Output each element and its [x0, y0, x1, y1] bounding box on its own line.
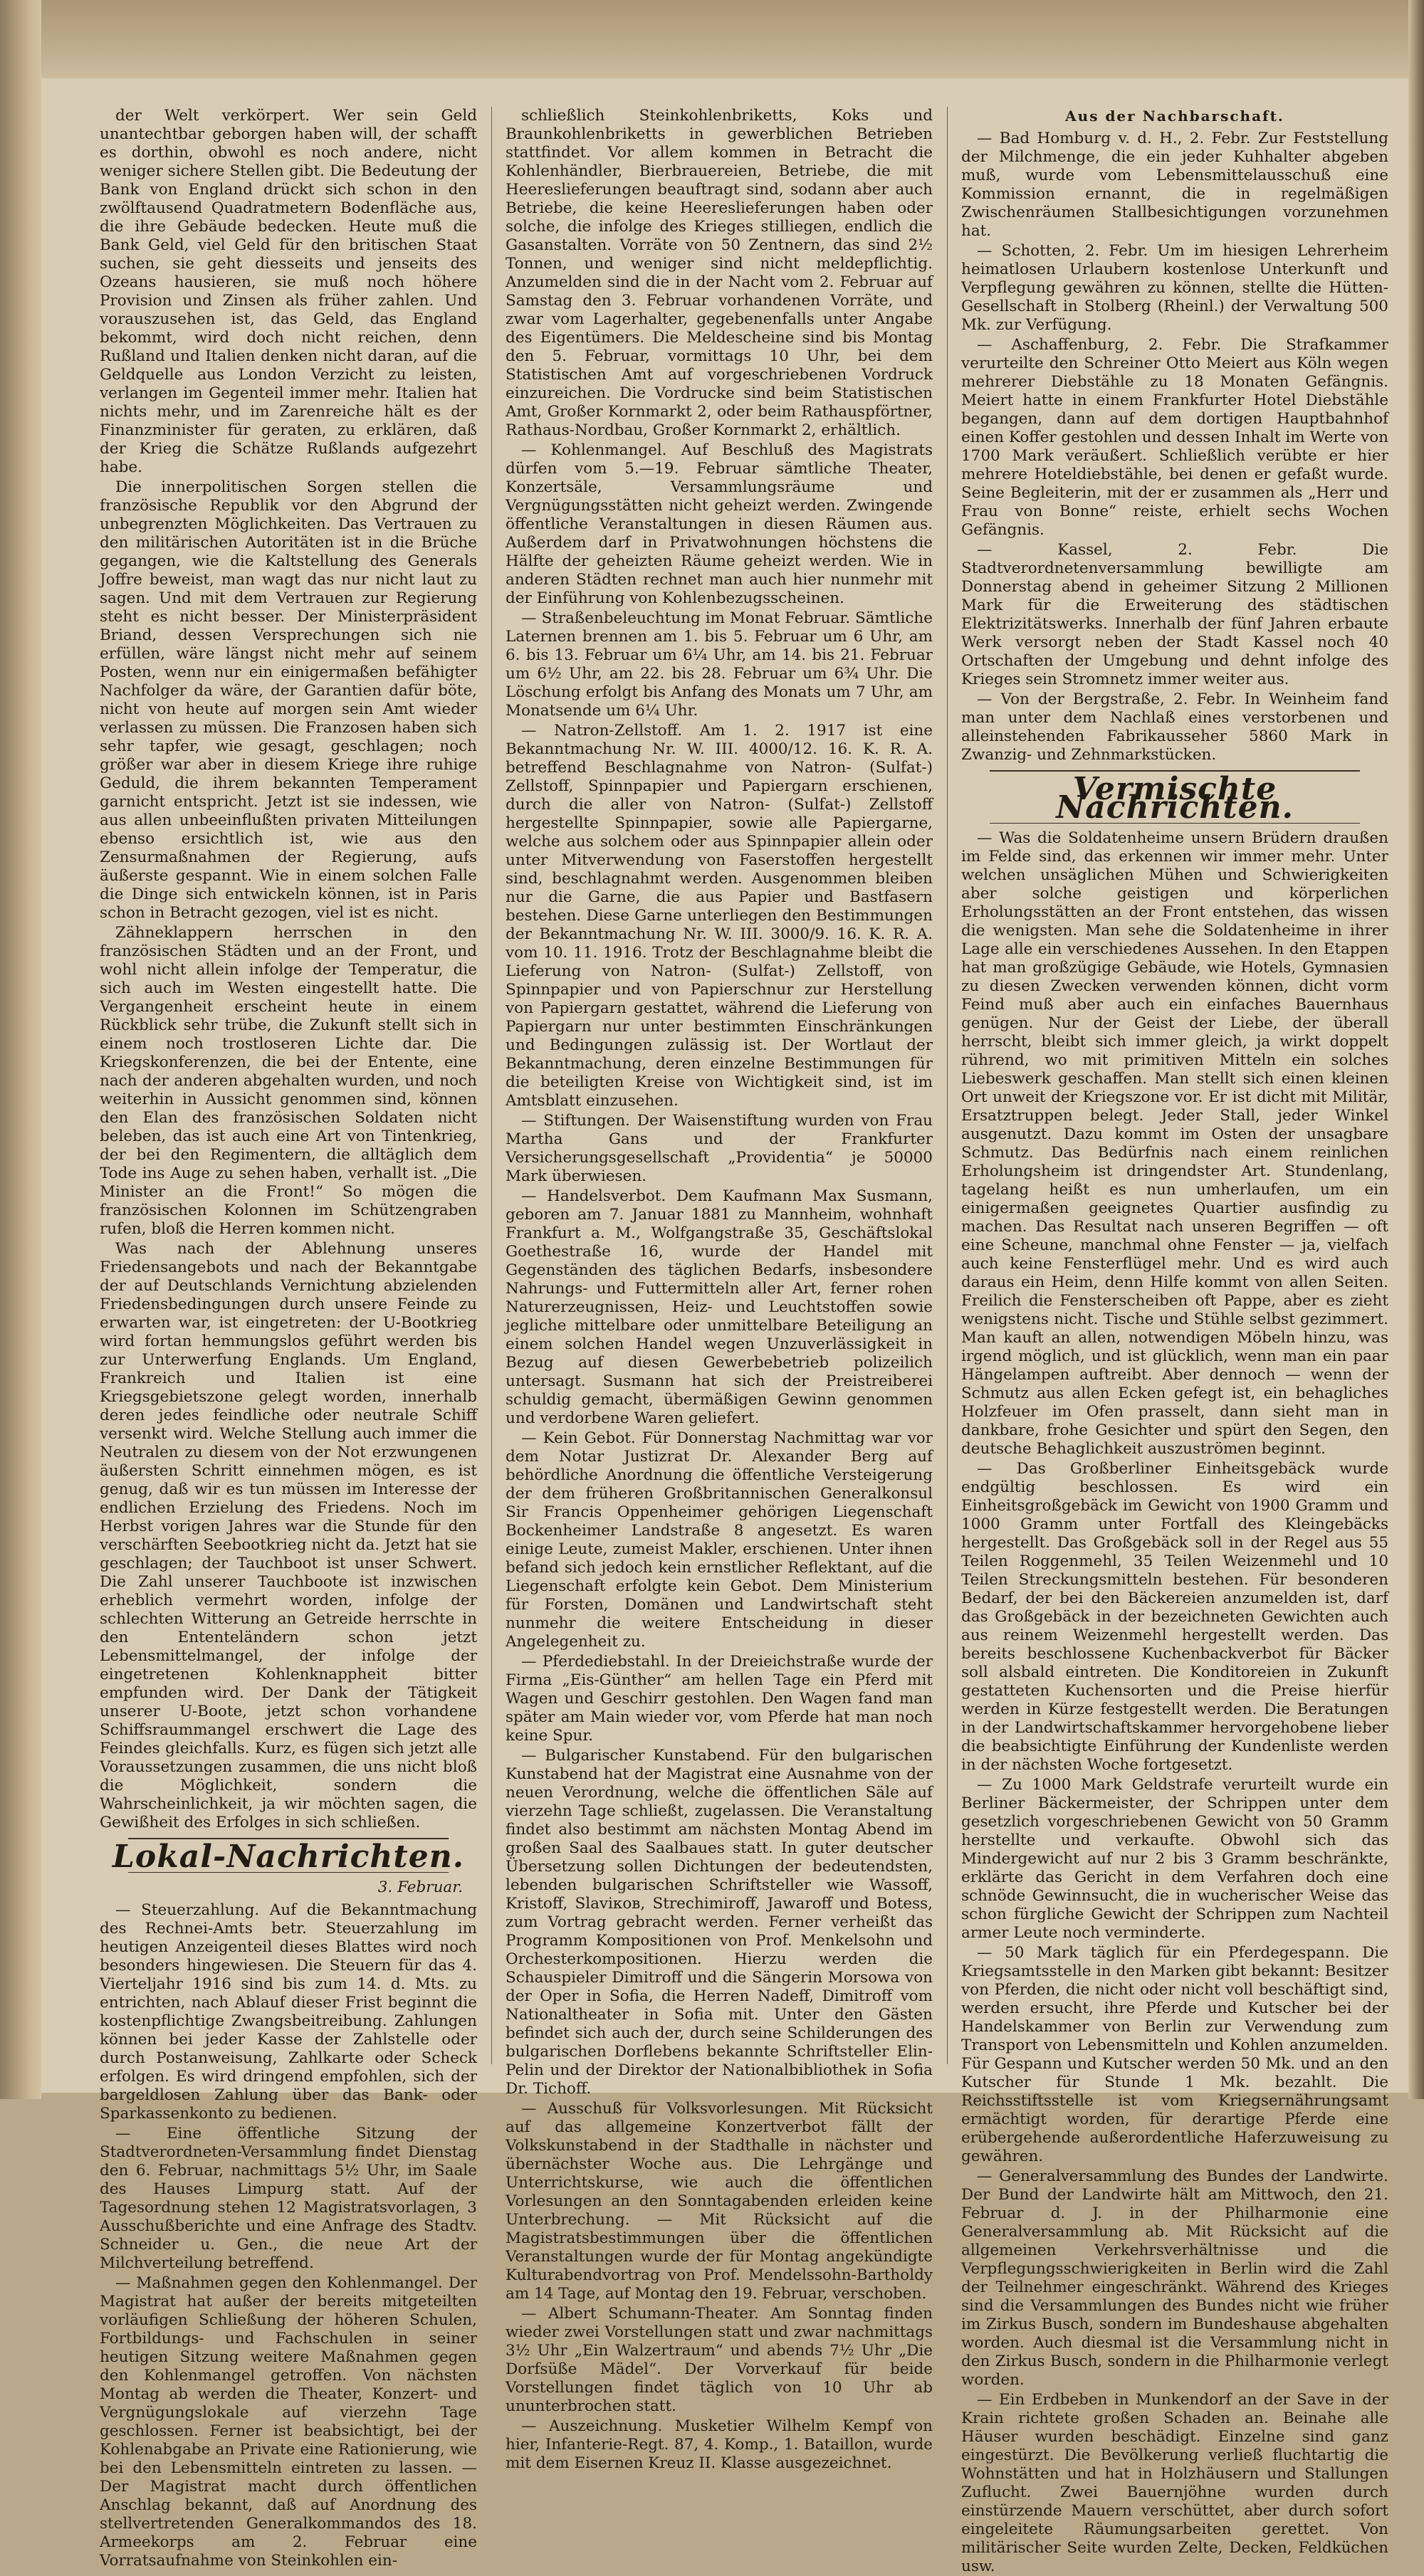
- column-1: [100, 107, 477, 2570]
- local-news-item: — Bulgarischer Kunstabend. Für den bulgarischen Kunstabend hat der Magistrat eine Ausnahme von der neuen Verordnung, welche die öffentlichen Säle auf vierzehn Tage schließt, zugelassen. Die Veranstaltung findet also bestimmt am nächsten Montag Abend im großen Saal des Saalbaues statt. In guter deutscher Übersetzung sollen Dichtungen der bedeutendsten, lebenden bulgarischen Schriftsteller wie Wassoff, Kristoff, Slaviков, Strechimiroff, Jawaroff und Botess, zum Vortrag gebracht werden. Ferner verheißt das Programm Kompositionen von Prof. Menkelsohn und Orchesterkompositionen. Hierzu werden die Schauspieler Dimitroff und die Sängerin Morsowa von der Oper in Sofia, die Herren Nadeff, Dimitroff vom Nationaltheater in Sofia mit. Unter den Gästen befindet sich auch der, durch seine Schilderungen des bulgarischen Dorflebens bekannte Schriftsteller Elin-Pelin und der Direktor der Nationalbibliothek in Sofia Dr. Tichoff.: [506, 1747, 933, 2098]
- regional-news-item: — Von der Bergstraße, 2. Febr. In Weinheim fand man unter dem Nachlaß eines verstorbenen und alleinstehenden Fabrikausseher 5860 Mark in Zwanzig- und Zehnmarkstücken.: [961, 690, 1388, 764]
- local-news-item: — Ausschuß für Volksvorlesungen. Mit Rücksicht auf das allgemeine Konzertverbot fällt der Volkskunstabend in der Stadthalle in nächster und übernächster Woche aus. Die Lehrgänge und Unterrichtskurse, wie auch die öffentlichen Vorlesungen an den Sonntagabenden erleiden keine Unterbrechung. — Mit Rücksicht auf die Magistratsbestimmungen über die öffentlichen Veranstaltungen wurde der für Montag angekündigte Kulturabendvortrag von Prof. Mendelssohn-Bartholdy am 14 Tage, auf Montag den 19. Februar, verschoben.: [506, 2100, 933, 2303]
- misc-news-item: — Zu 1000 Mark Geldstrafe verurteilt wurde ein Berliner Bäckermeister, der Schrippen unter dem gesetzlich vorgeschriebenen Gewicht von 50 Gramm herstellte und verkaufte. Obwohl sich das Mindergewicht auf nur 2 bis 3 Gramm beschränkte, erklärte das Gericht in dem Verfahren doch eine schnöde Gewinnsucht, die in wucherischer Weise das schon fürgliche Gewicht der Schrippen zum Nachteil armer Leute noch verminderte.: [961, 1776, 1388, 1942]
- regional-news-item: — Aschaffenburg, 2. Febr. Die Strafkammer verurteilte den Schreiner Otto Meiert aus Köln wegen mehrerer Diebstähle zu 18 Monaten Gefängnis. Meiert hatte in einem Frankfurter Hotel Diebstähle begangen, dann auf dem dortigen Hauptbahnhof einen Koffer gestohlen und dessen Inhalt im Werte von 1700 Mark veräußert. Schließlich verübte er hier mehrere Hoteldiebstähle, bei denen er gefaßt wurde. Seine Begleiterin, mit der er zusammen als „Herr und Frau von Bonne“ reiste, erhielt sechs Wochen Gefängnis.: [961, 336, 1388, 539]
- local-news-item: — Kohlenmangel. Auf Beschluß des Magistrats dürfen vom 5.—19. Februar sämtliche Theater, Konzertsäle, Versammlungsräume und Vergnügungsstätten nicht geheizt werden. Zwingende öffentliche Veranstaltungen in diesen Räumen aus. Außerdem darf in Privatwohnungen höchstens die Hälfte der geheizten Räume geheizt werden. Wie in anderen Städten rechnet man auch hier nunmehr mit der Einführung von Kohlenbezugsscheinen.: [506, 441, 933, 607]
- misc-news-item: — Das Großberliner Einheitsgebäck wurde endgültig beschlossen. Es wird ein Einheitsgroßgebäck im Gewicht von 1900 Gramm und 1000 Gramm unter Fortfall des Kleingebäcks hergestellt. Das Großgebäck soll in der Regel aus 55 Teilen Roggenmehl, 35 Teilen Weizenmehl und 10 Teilen Streckungsmitteln bestehen. Für besonderen Bedarf, der bei den Bäckereien anzumelden ist, darf das Großgebäck in der bezeichneten Gewichten auch aus reinem Weizenmehl hergestellt werden. Das bereits beschlossene Kuchenbackverbot für Bäcker soll alsbald eintreten. Die Konditoreien in Zukunft gestatteten Kuchensorten und die Preise hierfür werden in Kürze festgestellt werden. Die Beratungen in der Landwirtschaftskammer hervorgehobene lieber die beabsichtigte Einführung der Kundenliste werden in der nächsten Woche fortgesetzt.: [961, 1460, 1388, 1774]
- page-right-edge: [1408, 0, 1424, 2099]
- local-news-item: — Maßnahmen gegen den Kohlenmangel. Der Magistrat hat außer der bereits mitgeteilten vorläufigen Schließung der höheren Schulen, Fortbildungs- und Fachschulen in seiner heutigen Sitzung weitere Maßnahmen gegen den Kohlenmangel getroffen. Von nächsten Montag ab werden die Theater, Konzert- und Vergnügungslokale auf vierzehn Tage geschlossen. Ferner ist beabsichtigt, bei der Kohlenabgabe an Private eine Rationierung, wie bei den Lebensmitteln eintreten zu lassen. — Der Magistrat macht durch öffentlichen Anschlag bekannt, daß auf Anordnung des stellvertretenden Generalkommandos des 18. Armeekorps am 2. Februar eine Vorratsaufnahme von Steinkohlen ein-: [100, 2274, 477, 2570]
- misc-news-item: — Ein Erdbeben in Munkendorf an der Save in der Krain richtete großen Schaden an. Beinahe alle Häuser wurden beschädigt. Einzelne sind ganz eingestürzt. Die Bevölkerung verließ fluchtartig die Wohnstätten und hat in Holzhäusern und Stallungen Zuflucht. Zwei Bauernjöhne wurden durch einstürzende Mauern verschüttet, aber durch sofort eingeleitete Räumungsarbeiten gerettet. Von militärischer Seite wurden Zelte, Decken, Feldküchen usw.: [961, 2391, 1388, 2575]
- column-2: [506, 107, 933, 2472]
- local-news-item: — Steuerzahlung. Auf die Bekanntmachung des Rechnei-Amts betr. Steuerzahlung im heutigen Anzeigenteil dieses Blattes wird noch besonders hingewiesen. Die Steuern für das 4. Vierteljahr 1916 sind bis zum 14. d. Mts. zu entrichten, nach Ablauf dieser Frist beginnt die kostenpflichtige Zwangsbeitreibung. Zahlungen können bei jeder Kasse der Zahlstelle oder durch Postanweisung, Zahlkarte oder Scheck erfolgen. Es wird dringend empfohlen, sich der bargeldlosen Zahlung über das Bank- oder Sparkassenkonto zu bedienen.: [100, 1901, 477, 2123]
- regional-news-item: — Kassel, 2. Febr. Die Stadtverordnetenversammlung bewilligte am Donnerstag abend in geheimer Sitzung 2 Millionen Mark für die Erweiterung des städtischen Elektrizitätswerks. Innerhalb der fünf Jahren erbaute Werk versorgt neben der Stadt Kassel noch 40 Ortschaften der Umgebung und dehnt infolge des Krieges sein Stromnetz immer weiter aus.: [961, 541, 1388, 688]
- local-news-item: — Kein Gebot. Für Donnerstag Nachmittag war vor dem Notar Justizrat Dr. Alexander Berg auf behördliche Anordnung die öffentliche Versteigerung der dem früheren Großbritannischen Generalkonsul Sir Francis Oppenheimer gehörigen Liegenschaft Bockenheimer Landstraße 8 angesetzt. Es waren einige Leute, zumeist Makler, erschienen. Unter ihnen befand sich jedoch kein ernstlicher Reflektant, auf die Liegenschaft erfolgte kein Gebot. Dem Ministerium für Forsten, Domänen und Landwirtschaft steht nunmehr die weitere Entscheidung in dieser Angelegenheit zu.: [506, 1429, 933, 1651]
- misc-news-item: — 50 Mark täglich für ein Pferdegespann. Die Kriegsamtsstelle in den Marken gibt bekannt: Besitzer von Pferden, die nicht oder nicht voll beschäftigt sind, werden ersucht, ihre Pferde und Kutscher bei der Handelskammer von Berlin zur Verwendung zum Transport von Lebensmitteln und Kohlen anzumelden. Für Gespann und Kutscher werden 50 Mk. und an den Kutscher für Stunde 1 Mk. bezahlt. Die Reichsstiftsstelle ist vom Kriegsernährungsamt ermächtigt worden, für derartige Pferde eine erübergehende außerordentliche Haferzuweisung zu gewähren.: [961, 1944, 1388, 2165]
- binding-top-edge: [0, 0, 1424, 78]
- local-news-item: — Handelsverbot. Dem Kaufmann Max Susmann, geboren am 7. Januar 1881 zu Mannheim, wohnhaft Frankfurt a. M., Wolfgangstraße 35, Geschäftslokal Goethestraße 16, wurde der Handel mit Gegenständen des täglichen Bedarfs, insbesondere Nahrungs- und Futtermitteln aller Art, ferner rohen Naturerzeugnissen, Heiz- und Leuchtstoffen sowie jegliche mittelbare oder unmittelbare Beteiligung an einem solchen Handel wegen Unzuverlässigkeit in Bezug auf diesen Gewerbebetrieb polizeilich untersagt. Susmann hat sich der Preistreiberei schuldig gemacht, übermäßigen Gewinn genommen und verdorbene Waren geliefert.: [506, 1187, 933, 1427]
- binding-left-edge: [0, 0, 41, 2099]
- local-news-item: — Eine öffentliche Sitzung der Stadtverordneten-Versammlung findet Dienstag den 6. Februar, nachmittags 5½ Uhr, im Saale des Hauses Limpurg statt. Auf der Tagesordnung stehen 12 Magistratsvorlagen, 3 Ausschußberichte und eine Anfrage des Stadtv. Schneider u. Gen., die neue Art der Milchverteilung betreffend.: [100, 2125, 477, 2272]
- section-title-lokal: Lokal-Nachrichten.: [112, 1839, 465, 1875]
- misc-news-item: — Generalversammlung des Bundes der Landwirte. Der Bund der Landwirte hält am Mittwoch, den 21. Februar d. J. in der Philharmonie eine Generalversammlung ab. Mit Rücksicht auf die allgemeinen Verkehrsverhältnisse und die Verpflegungsschwierigkeiten in Berlin wird die Zahl der Teilnehmer eingeschränkt. Während des Krieges sind die Versammlungen des Bundes nicht wie früher im Zirkus Busch, sondern im Bundeshause abgehalten worden. Auch diesmal ist die Versammlung nicht in den Zirkus Busch, sondern in die Philharmonie verlegt worden.: [961, 2167, 1388, 2389]
- local-news-item: — Pferdediebstahl. In der Dreieichstraße wurde der Firma „Eis-Günther“ am hellen Tage ein Pferd mit Wagen und Geschirr gestohlen. Den Wagen fand man später am Main wieder vor, vom Pferde hat man noch keine Spur.: [506, 1653, 933, 1745]
- article-paragraph: Die innerpolitischen Sorgen stellen die französische Republik vor den Abgrund der unbegrenzten Möglichkeiten. Das Vertrauen zu den militärischen Autoritäten ist in die Brüche gegangen, wie die Kaltstellung des Generals Joffre beweist, man wagt das nur nicht laut zu sagen. Und mit dem Vertrauen zur Regierung steht es nicht besser. Der Ministerpräsident Briand, dessen Versprechungen sich nie erfüllen, wäre längst nicht mehr auf seinem Posten, wenn nur ein einigermaßen befähigter Nachfolger da wäre, der Garantien dafür böte, nicht von heute auf morgen sein Amt wieder verlassen zu müssen. Die Franzosen haben sich sehr tapfer, wie gesagt, geschlagen; noch größer war aber in diesem Kriege ihre ruhige Geduld, die ihrem bekannten Temperament garnicht entspricht. Jetzt ist sie indessen, wie aus allen unbeeinflußten privaten Mitteilungen ebenso ersichtlich ist, wie aus den Zensurmaßnahmen der Regierung, aufs äußerste gespannt. Wie in einem solchen Falle die Dinge sich entwickeln können, ist in Paris schon in Betracht gezogen, viel ist es nicht.: [100, 478, 477, 922]
- article-paragraph: Was nach der Ablehnung unseres Friedensangebots und nach der Bekanntgabe der auf Deutschlands Vernichtung abzielenden Friedensbedingungen durch unsere Feinde zu erwarten war, ist eingetreten: der U-Bootkrieg wird fortan hemmungslos geführt werden bis zur Unterwerfung Englands. Um England, Frankreich und Italien ist eine Kriegsgebietszone gelegt worden, innerhalb deren jedes feindliche oder neutrale Schiff versenkt wird. Welche Stellung auch immer die Neutralen zu diesem von der Not erzwungenen äußersten Schritt einnehmen mögen, es ist genug, daß wir es tun müssen im Interesse der endlichen Erzielung des Friedens. Noch im Herbst vorigen Jahres war die Stunde für den verschärften Seebootkrieg nicht da. Jetzt hat sie geschlagen; der Tauchboot ist unser Schwert. Die Zahl unserer Tauchboote ist inzwischen erheblich vermehrt worden, infolge der schlechten Witterung an Getreide herrschte in den Ententeländern schon jetzt Lebensmittelmangel, der infolge der eingetretenen Kohlenknappheit bitter empfunden wird. Der Dank der Tätigkeit unserer U-Boote, jetzt schon vorhandene Schiffsraummangel erschwert die Lage des Feindes gleichfalls. Kurz, es fügen sich jetzt alle Voraussetzungen zusammen, die uns nicht bloß die Möglichkeit, sondern die Wahrscheinlichkeit, ja wir möchten sagen, die Gewißheit des Erfolges in sich schließen.: [100, 1240, 477, 1831]
- dateline: 3. Februar.: [377, 1878, 463, 1896]
- article-paragraph: der Welt verkörpert. Wer sein Geld unantechtbar geborgen haben will, der schafft es dorthin, obwohl es noch andere, nicht weniger sichere Stellen gibt. Die Bedeutung der Bank von England drückt sich schon in den zwölftausend Quadratmetern Bodenfläche aus, die ihre Gebäude bedecken. Heute muß die Bank Geld, viel Geld für den britischen Staat suchen, sie geht diesseits und jenseits des Ozeans hausieren, sie muß noch höhere Provision und Zinsen als früher zahlen. Und vorauszusehen ist, das Geld, das England bekommt, wird doch nicht reichen, denn Rußland und Italien denken nicht daran, auf die Geldquelle aus London Verzicht zu leisten, verlangen im Gegenteil immer mehr. Italien hat nichts mehr, und im Zarenreiche hält es der Finanzminister für geraten, zu erklären, daß der Krieg die Schätze Rußlands aufgezehrt habe.: [100, 107, 477, 476]
- local-news-item: — Straßenbeleuchtung im Monat Februar. Sämtliche Laternen brennen am 1. bis 5. Februar um 6 Uhr, am 6. bis 13. Februar um 6¼ Uhr, am 14. bis 21. Februar um 6½ Uhr, am 22. bis 28. Februar um 6¾ Uhr. Die Löschung erfolgt bis Anfang des Monats um 7 Uhr, am Monatsende um 6¼ Uhr.: [506, 609, 933, 720]
- misc-news-item: — Was die Soldatenheime unsern Brüdern draußen im Felde sind, das erkennen wir immer mehr. Unter welchen unsäglichen Mühen und Schwierigkeiten aber solche geistigen und körperlichen Erholungsstätten an der Front entstehen, das wissen die wenigsten. Man sehe die Soldatenheime in ihrer Lage alle ein verschiedenes Aussehen. In den Etappen hat man großzügige Gebäude, wie Hotels, Gymnasien zu diesen Zwecken verwenden können, dicht vorm Feind muß aber auch ein einfaches Bauernhaus genügen. Nur der Geist der Liebe, der überall herrscht, bleibt sich immer gleich, ja wirkt doppelt rührend, wo mit primitiven Mitteln ein solches Liebeswerk geschaffen. Man stellt sich einen kleinen Ort unweit der Kriegszone vor. Er ist dicht mit Militär, Ersatztruppen belegt. Jeder Stall, jeder Winkel ausgenutzt. Dazu kommt im Osten der unsagbare Schmutz. Das Bedürfnis nach einem reinlichen Erholungsheim ist dringendster Art. Stundenlang, tagelang heißt es nun umherlaufen, um ein einigermaßen geeignetes Quartier ausfindig zu machen. Das Resultat nach unseren Begriffen — oft eine Scheune, manchmal ohne Fenster — ja, vielfach auch keine Fensterflügel mehr. Und es wird auch daraus ein Heim, denn Hilfe kommt von allen Seiten. Freilich die Fensterscheiben oft Pappe, aber es zieht wenigstens nicht. Tische und Stühle selbst gezimmert. Man kauft an allen, notwendigen Möbeln hinzu, was irgend möglich, und ist glücklich, wenn man ein paar Hängelampen auftreibt. Aber dennoch — wenn der Schmutz aus allen Ecken gefegt ist, ein behagliches Holzfeuer im Ofen prasselt, dann sieht man in dankbare, frohe Gesichter und spürt den Segen, den deutsche Behaglichkeit auszuströmen beginnt.: [961, 829, 1388, 1458]
- regional-news-item: — Schotten, 2. Febr. Um im hiesigen Lehrerheim heimatlosen Urlaubern kostenlose Unterkunft und Verpflegung gewähren zu können, stellte die Hütten-Gesellschaft in Stolberg (Rheinl.) der Verwaltung 500 Mk. zur Verfügung.: [961, 242, 1388, 334]
- article-paragraph: Zähneklappern herrschen in den französischen Städten und an der Front, und wohl nicht allein infolge der Temperatur, die sich auch im Westen eingestellt hatte. Die Vergangenheit erscheint heute in einem Rückblick sehr trübe, die Zukunft stellt sich in einem noch trostloseren Lichte dar. Die Kriegskonferenzen, die bei der Entente, eine nach der anderen abgehalten wurden, und noch weiterhin in Aussicht genommen sind, können den Elan des französischen Soldaten nicht beleben, das ist auch eine Art von Tintenkrieg, der bei den Regimentern, die alltäglich dem Tode ins Auge zu sehen haben, verhallt ist. „Die Minister an die Front!“ So mögen die französischen Kolonnen im Schützengraben rufen, bloß die Herren kommen nicht.: [100, 924, 477, 1238]
- column-rule: [947, 107, 948, 2064]
- local-news-item: — Albert Schumann-Theater. Am Sonntag finden wieder zwei Vorstellungen statt und zwar nachmittags 3½ Uhr „Ein Walzertraum“ und abends 7½ Uhr „Die Dorfsüße Mädel“. Der Vorverkauf für beide Vorstellungen findet täglich von 10 Uhr ab ununterbrochen statt.: [506, 2305, 933, 2415]
- column-3: [961, 107, 1388, 2575]
- section-title-vermischte: Vermischte Nachrichten.: [1056, 771, 1294, 826]
- local-news-item: — Stiftungen. Der Waisenstiftung wurden von Frau Martha Gans und der Frankfurter Versicherungsgesellschaft „Providentia“ je 50000 Mark überwiesen.: [506, 1112, 933, 1185]
- section-title-nachbarschaft: Aus der Nachbarschaft.: [1065, 107, 1284, 125]
- regional-news-item: — Bad Homburg v. d. H., 2. Febr. Zur Feststellung der Milchmenge, die ein jeder Kuhhalter abgeben muß, wurde vom Lebensmittelausschuß eine Kommission ernannt, die in regelmäßigen Zwischenräumen Stallbesichtigungen vorzunehmen hat.: [961, 130, 1388, 240]
- local-news-item: — Auszeichnung. Musketier Wilhelm Kempf von hier, Infanterie-Regt. 87, 4. Komp., 1. Bataillon, wurde mit dem Eisernen Kreuz II. Klasse ausgezeichnet.: [506, 2417, 933, 2472]
- column-rule: [491, 107, 492, 2064]
- local-news-item: schließlich Steinkohlenbriketts, Koks und Braunkohlenbriketts in gewerblichen Betrieben stattfindet. Vor allem kommen in Betracht die Kohlenhändler, Bierbrauereien, Betriebe, die mit Heereslieferungen beauftragt sind, sodann aber auch Betriebe, die keine Heereslieferungen haben oder solche, die infolge des Krieges stilliegen, endlich die Gasanstalten. Vorräte von 50 Zentnern, das sind 2½ Tonnen, und weniger sind nicht meldepflichtig. Anzumelden sind die in der Nacht vom 2. Februar auf Samstag den 3. Februar vorhandenen Vorräte, und zwar vom Lagerhalter, gegebenenfalls unter Angabe des Eigentümers. Die Meldescheine sind bis Montag den 5. Februar, vormittags 10 Uhr, bei dem Statistischen Amt auf vorgeschriebenen Vordruck einzureichen. Die Vordrucke sind beim Statistischen Amt, Großer Kornmarkt 2, oder beim Rathauspförtner, Rathaus-Nordbau, Großer Kornmarkt 2, erhältlich.: [506, 107, 933, 439]
- local-news-item: — Natron-Zellstoff. Am 1. 2. 1917 ist eine Bekanntmachung Nr. W. III. 4000/12. 16. K. R. A. betreffend Beschlagnahme von Natron- (Sulfat-) Zellstoff, Spinnpapier und Papiergarn erschienen, durch die aller von Natron- (Sulfat-) Zellstoff hergestellte Spinnpapier, sowie alle Papiergarne, welche aus solchem oder aus Spinnpapier allein oder unter Mitverwendung von Faserstoffen hergestellt sind, beschlagnahmt werden. Ausgenommen bleiben nur die Garne, die aus Papier und Bastfasern bestehen. Diese Garne unterliegen den Bestimmungen der Bekanntmachung Nr. W. III. 3000/9. 16. K. R. A. vom 10. 11. 1916. Trotz der Beschlagnahme bleibt die Lieferung von Natron- (Sulfat-) Zellstoff, von Spinnpapier und von Papierschnur zur Herstellung von Papiergarn gestattet, während die Lieferung von Papiergarn nur unter bestimmten Einschränkungen und Bedingungen zulässig ist. Der Wortlaut der Bekanntmachung, deren einzelne Bestimmungen für die beteiligten Kreise von Wichtigkeit sind, ist im Amtsblatt einzusehen.: [506, 722, 933, 1110]
